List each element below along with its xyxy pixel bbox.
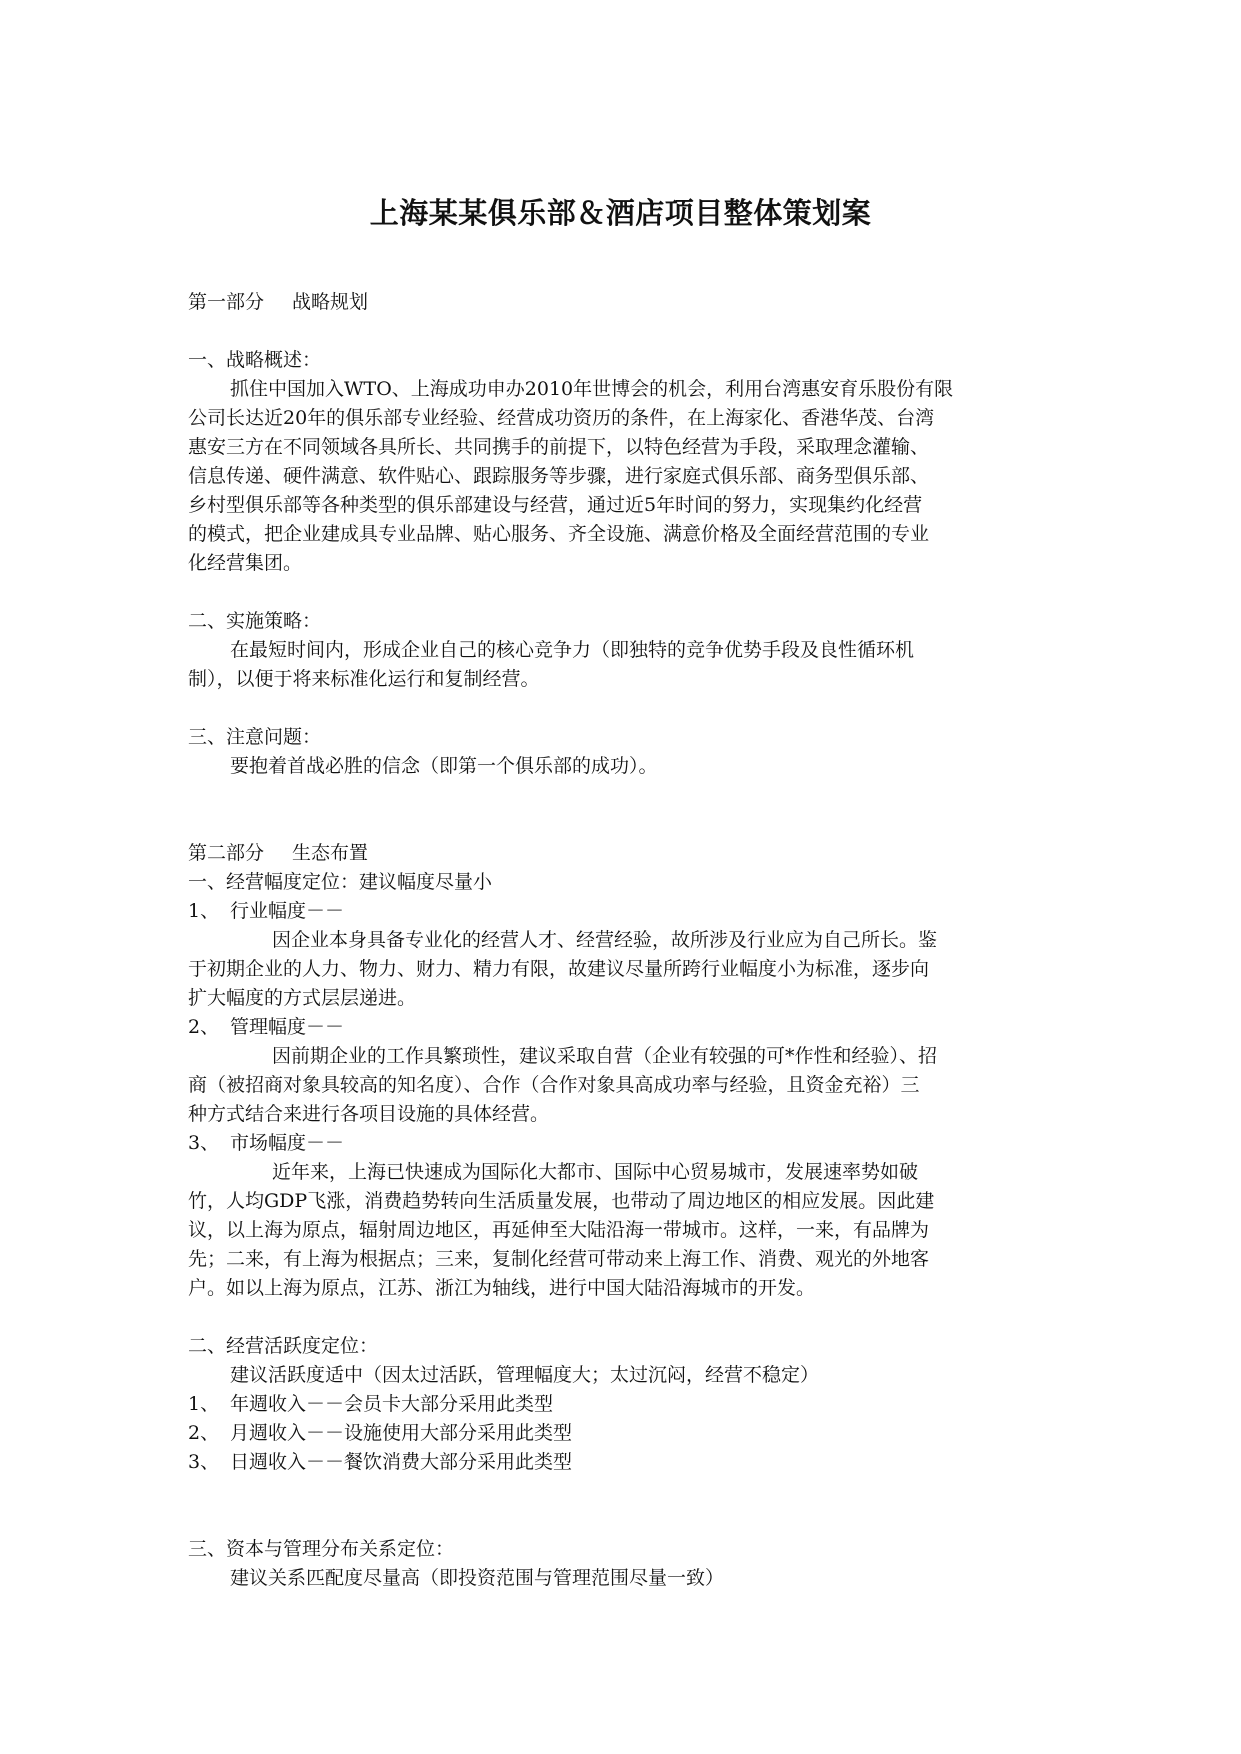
part2-section2-heading: 二、经营活跃度定位：	[188, 1335, 379, 1357]
document-title: 上海某某俱乐部＆酒店项目整体策划案	[369, 196, 872, 230]
item-body-line: 议，以上海为原点，辐射周边地区，再延伸至大陆沿海一带城市。这样，一来，有品牌为	[188, 1219, 930, 1241]
item-title: 市场幅度－－	[230, 1132, 345, 1154]
part1-label: 第一部分	[188, 291, 265, 313]
part1-section3-text: 要抱着首战必胜的信念（即第一个俱乐部的成功）。	[230, 755, 658, 777]
item-body-line: 先；二来，有上海为根据点；三来，复制化经营可带动来上海工作、消费、观光的外地客	[188, 1248, 930, 1270]
item-body-line: 近年来，上海已快速成为国际化大都市、国际中心贸易城市，发展速率势如破	[272, 1161, 919, 1183]
list-item	[188, 897, 1068, 926]
part1-section1-line: 信息传递、硬件满意、软件贴心、跟踪服务等步骤，进行家庭式俱乐部、商务型俱乐部、	[188, 465, 930, 487]
item-title: 管理幅度－－	[230, 1016, 345, 1038]
item-text: 月週收入－－设施使用大部分采用此类型	[230, 1422, 573, 1444]
part2-section2-text: 建议活跃度适中（因太过活跃，管理幅度大；太过沉闷，经营不稳定）	[230, 1364, 820, 1386]
item-number: 3、	[188, 1132, 220, 1154]
part1-section1-line: 公司长达近20年的俱乐部专业经验、经营成功资历的条件，在上海家化、香港华茂、台湾	[188, 407, 935, 429]
list-item	[188, 1390, 1068, 1419]
item-body-line: 扩大幅度的方式层层递进。	[188, 987, 417, 1009]
item-body-line: 因前期企业的工作具繁琐性，建议采取自营（企业有较强的可*作性和经验）、招	[272, 1045, 938, 1067]
part1-name: 战略规划	[292, 291, 369, 313]
item-body-line: 于初期企业的人力、物力、财力、精力有限，故建议尽量所跨行业幅度小为标准，逐步向	[188, 958, 930, 980]
item-number: 2、	[188, 1422, 220, 1444]
part1-section2-heading: 二、实施策略：	[188, 610, 322, 632]
item-body-line: 户。如以上海为原点，江苏、浙江为轴线，进行中国大陆沿海城市的开发。	[188, 1277, 816, 1299]
part1-section1-line: 惠安三方在不同领域各具所长、共同携手的前提下，以特色经营为手段，采取理念灌输、	[188, 436, 930, 458]
part1-section1-line: 化经营集团。	[188, 552, 303, 574]
list-item	[188, 1013, 1068, 1042]
item-number: 1、	[188, 900, 220, 922]
item-title: 行业幅度－－	[230, 900, 345, 922]
part1-section2-line: 制），以便于将来标准化运行和复制经营。	[188, 668, 540, 690]
part1-section1-line: 抓住中国加入WTO、上海成功申办2010年世博会的机会，利用台湾惠安育乐股份有限	[230, 378, 954, 400]
part1-section2-line: 在最短时间内，形成企业自己的核心竞争力（即独特的竞争优势手段及良性循环机	[230, 639, 915, 661]
part1-section1-line: 的模式，把企业建成具专业品牌、贴心服务、齐全设施、满意价格及全面经营范围的专业	[188, 523, 930, 545]
part1-section1-line: 乡村型俱乐部等各种类型的俱乐部建设与经营，通过近5年时间的努力，实现集约化经营	[188, 494, 923, 516]
part2-section3-heading: 三、资本与管理分布关系定位：	[188, 1538, 455, 1560]
list-item	[188, 1419, 1068, 1448]
item-body-line: 商（被招商对象具较高的知名度）、合作（合作对象具高成功率与经验，且资金充裕）三	[188, 1074, 920, 1096]
part2-heading	[188, 839, 1068, 868]
item-number: 3、	[188, 1451, 220, 1473]
part2-section1-heading: 一、经营幅度定位：建议幅度尽量小	[188, 871, 493, 893]
part1-section1-heading: 一、战略概述：	[188, 349, 322, 371]
part2-name: 生态布置	[292, 842, 369, 864]
part1-section3-heading: 三、注意问题：	[188, 726, 322, 748]
item-text: 年週收入－－会员卡大部分采用此类型	[230, 1393, 554, 1415]
part2-section3-text: 建议关系匹配度尽量高（即投资范围与管理范围尽量一致）	[230, 1567, 725, 1589]
part2-label: 第二部分	[188, 842, 265, 864]
list-item	[188, 1448, 1068, 1477]
item-body-line: 种方式结合来进行各项目设施的具体经营。	[188, 1103, 550, 1125]
item-body-line: 竹，人均GDP飞涨，消费趋势转向生活质量发展，也带动了周边地区的相应发展。因此建	[188, 1190, 935, 1212]
item-number: 2、	[188, 1016, 220, 1038]
item-number: 1、	[188, 1393, 220, 1415]
part1-heading	[188, 288, 1068, 317]
list-item	[188, 1129, 1068, 1158]
item-body-line: 因企业本身具备专业化的经营人才、经营经验，故所涉及行业应为自己所长。鉴	[272, 929, 938, 951]
document-body	[188, 288, 1068, 1593]
item-text: 日週收入－－餐饮消费大部分采用此类型	[230, 1451, 573, 1473]
